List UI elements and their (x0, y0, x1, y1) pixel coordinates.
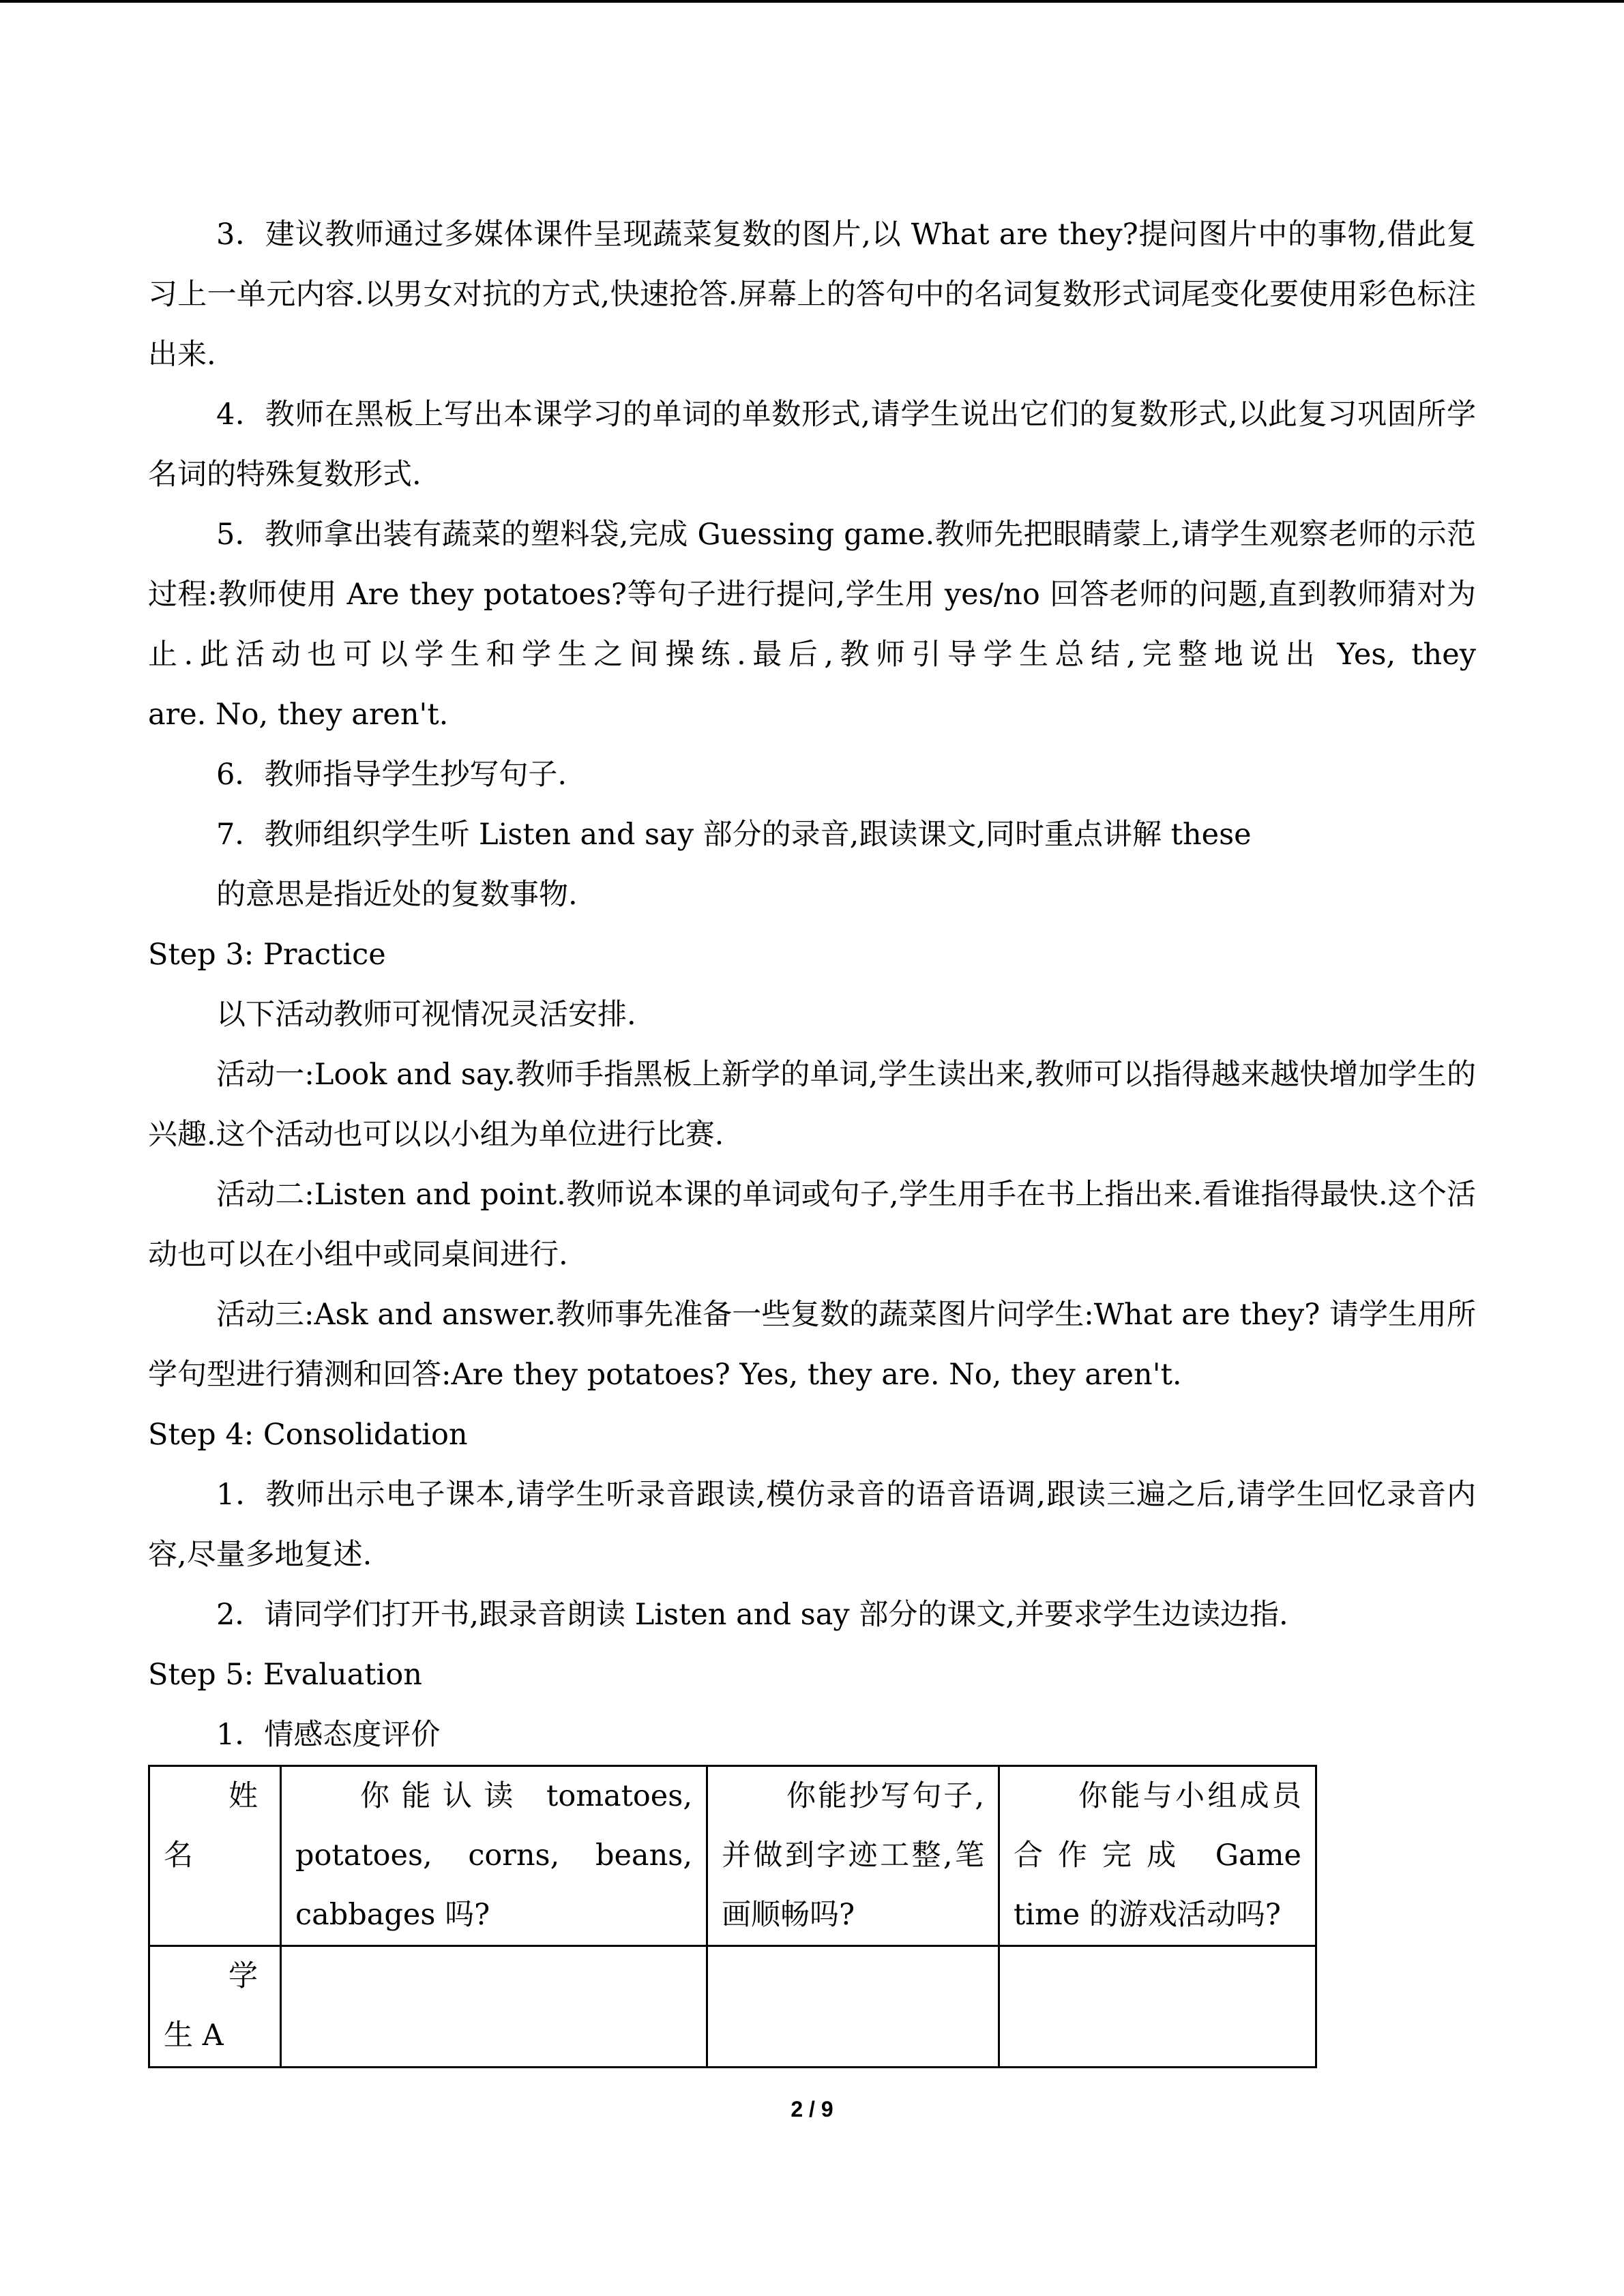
page-top-border (0, 0, 1624, 3)
activity-1: 活动一:Look and say.教师手指黑板上新学的单词,学生读出来,教师可以指得越来越快增加学生的兴趣.这个活动也可以以小组为单位进行比赛. (148, 1058, 1476, 1152)
header-read-words-text: 你能认读 tomatoes, potatoes, corns, beans, cabbages 吗? (295, 1779, 692, 1932)
paragraph-5-continued: are. No, they aren't. (148, 698, 449, 732)
paragraph-3: 3．建议教师通过多媒体课件呈现蔬菜复数的图片,以 What are they?提问图片中的事物,借此复习上一单元内容.以男女对抗的方式,快速抢答.屏幕上的答句中的名词复数形式词尾变化要使用彩色标注出来. (148, 218, 1476, 372)
paragraph-7-continued: 的意思是指近处的复数事物. (216, 878, 578, 912)
consolidation-2: 2．请同学们打开书,跟录音朗读 Listen and say 部分的课文,并要求学生边读边指. (216, 1598, 1288, 1632)
header-copy-sentences (707, 1766, 999, 1946)
activity-2: 活动二:Listen and point.教师说本课的单词或句子,学生用手在书上指出来.看谁指得最快.这个活动也可以在小组中或同桌间进行. (148, 1178, 1476, 1272)
header-group-game (999, 1766, 1316, 1946)
table-row (149, 1946, 1316, 2068)
student-name: 学生 A (164, 1959, 258, 2053)
step-5-heading: Step 5: Evaluation (148, 1658, 422, 1692)
activity-3: 活动三:Ask and answer.教师事先准备一些复数的蔬菜图片问学生:What are they? 请学生用所学句型进行猜测和回答:Are they potatoes? Yes, they are. No, they aren't. (148, 1298, 1476, 1392)
evaluation-table (148, 1765, 1317, 2068)
table-cell (281, 1946, 707, 2068)
paragraph-6: 6．教师指导学生抄写句子. (216, 758, 567, 792)
table-header-row (149, 1766, 1316, 1946)
step-3-heading: Step 3: Practice (148, 938, 386, 972)
step-4-heading: Step 4: Consolidation (148, 1418, 468, 1452)
student-name-cell (149, 1946, 281, 2068)
paragraph-5: 5．教师拿出装有蔬菜的塑料袋,完成 Guessing game.教师先把眼睛蒙上,请学生观察老师的示范过程:教师使用 Are they potatoes?等句子进行提问,学生用 yes/no 回答老师的问题,直到教师猜对为止.此活动也可以学生和学生之间操练.最后,教师引导学生总结,完整地说出 Yes, they (148, 518, 1476, 672)
table-cell (999, 1946, 1316, 2068)
header-copy-sentences-text: 你能抄写句子,并做到字迹工整,笔画顺畅吗? (722, 1779, 984, 1932)
consolidation-1: 1．教师出示电子课本,请学生听录音跟读,模仿录音的语音语调,跟读三遍之后,请学生回忆录音内容,尽量多地复述. (148, 1478, 1476, 1572)
header-name-text: 姓名 (164, 1779, 258, 1873)
evaluation-1: 1．情感态度评价 (216, 1718, 441, 1752)
paragraph-7: 7．教师组织学生听 Listen and say 部分的录音,跟读课文,同时重点讲解 these (216, 818, 1252, 852)
header-read-words (281, 1766, 707, 1946)
header-group-game-text: 你能与小组成员合作完成 Game time 的游戏活动吗? (1014, 1779, 1301, 1932)
paragraph-4: 4．教师在黑板上写出本课学习的单词的单数形式,请学生说出它们的复数形式,以此复习巩固所学名词的特殊复数形式. (148, 398, 1476, 492)
document-page (148, 205, 1476, 2068)
table-cell (707, 1946, 999, 2068)
header-name (149, 1766, 281, 1946)
step-3-intro: 以下活动教师可视情况灵活安排. (216, 998, 636, 1032)
page-number: 2 / 9 (791, 2097, 833, 2121)
